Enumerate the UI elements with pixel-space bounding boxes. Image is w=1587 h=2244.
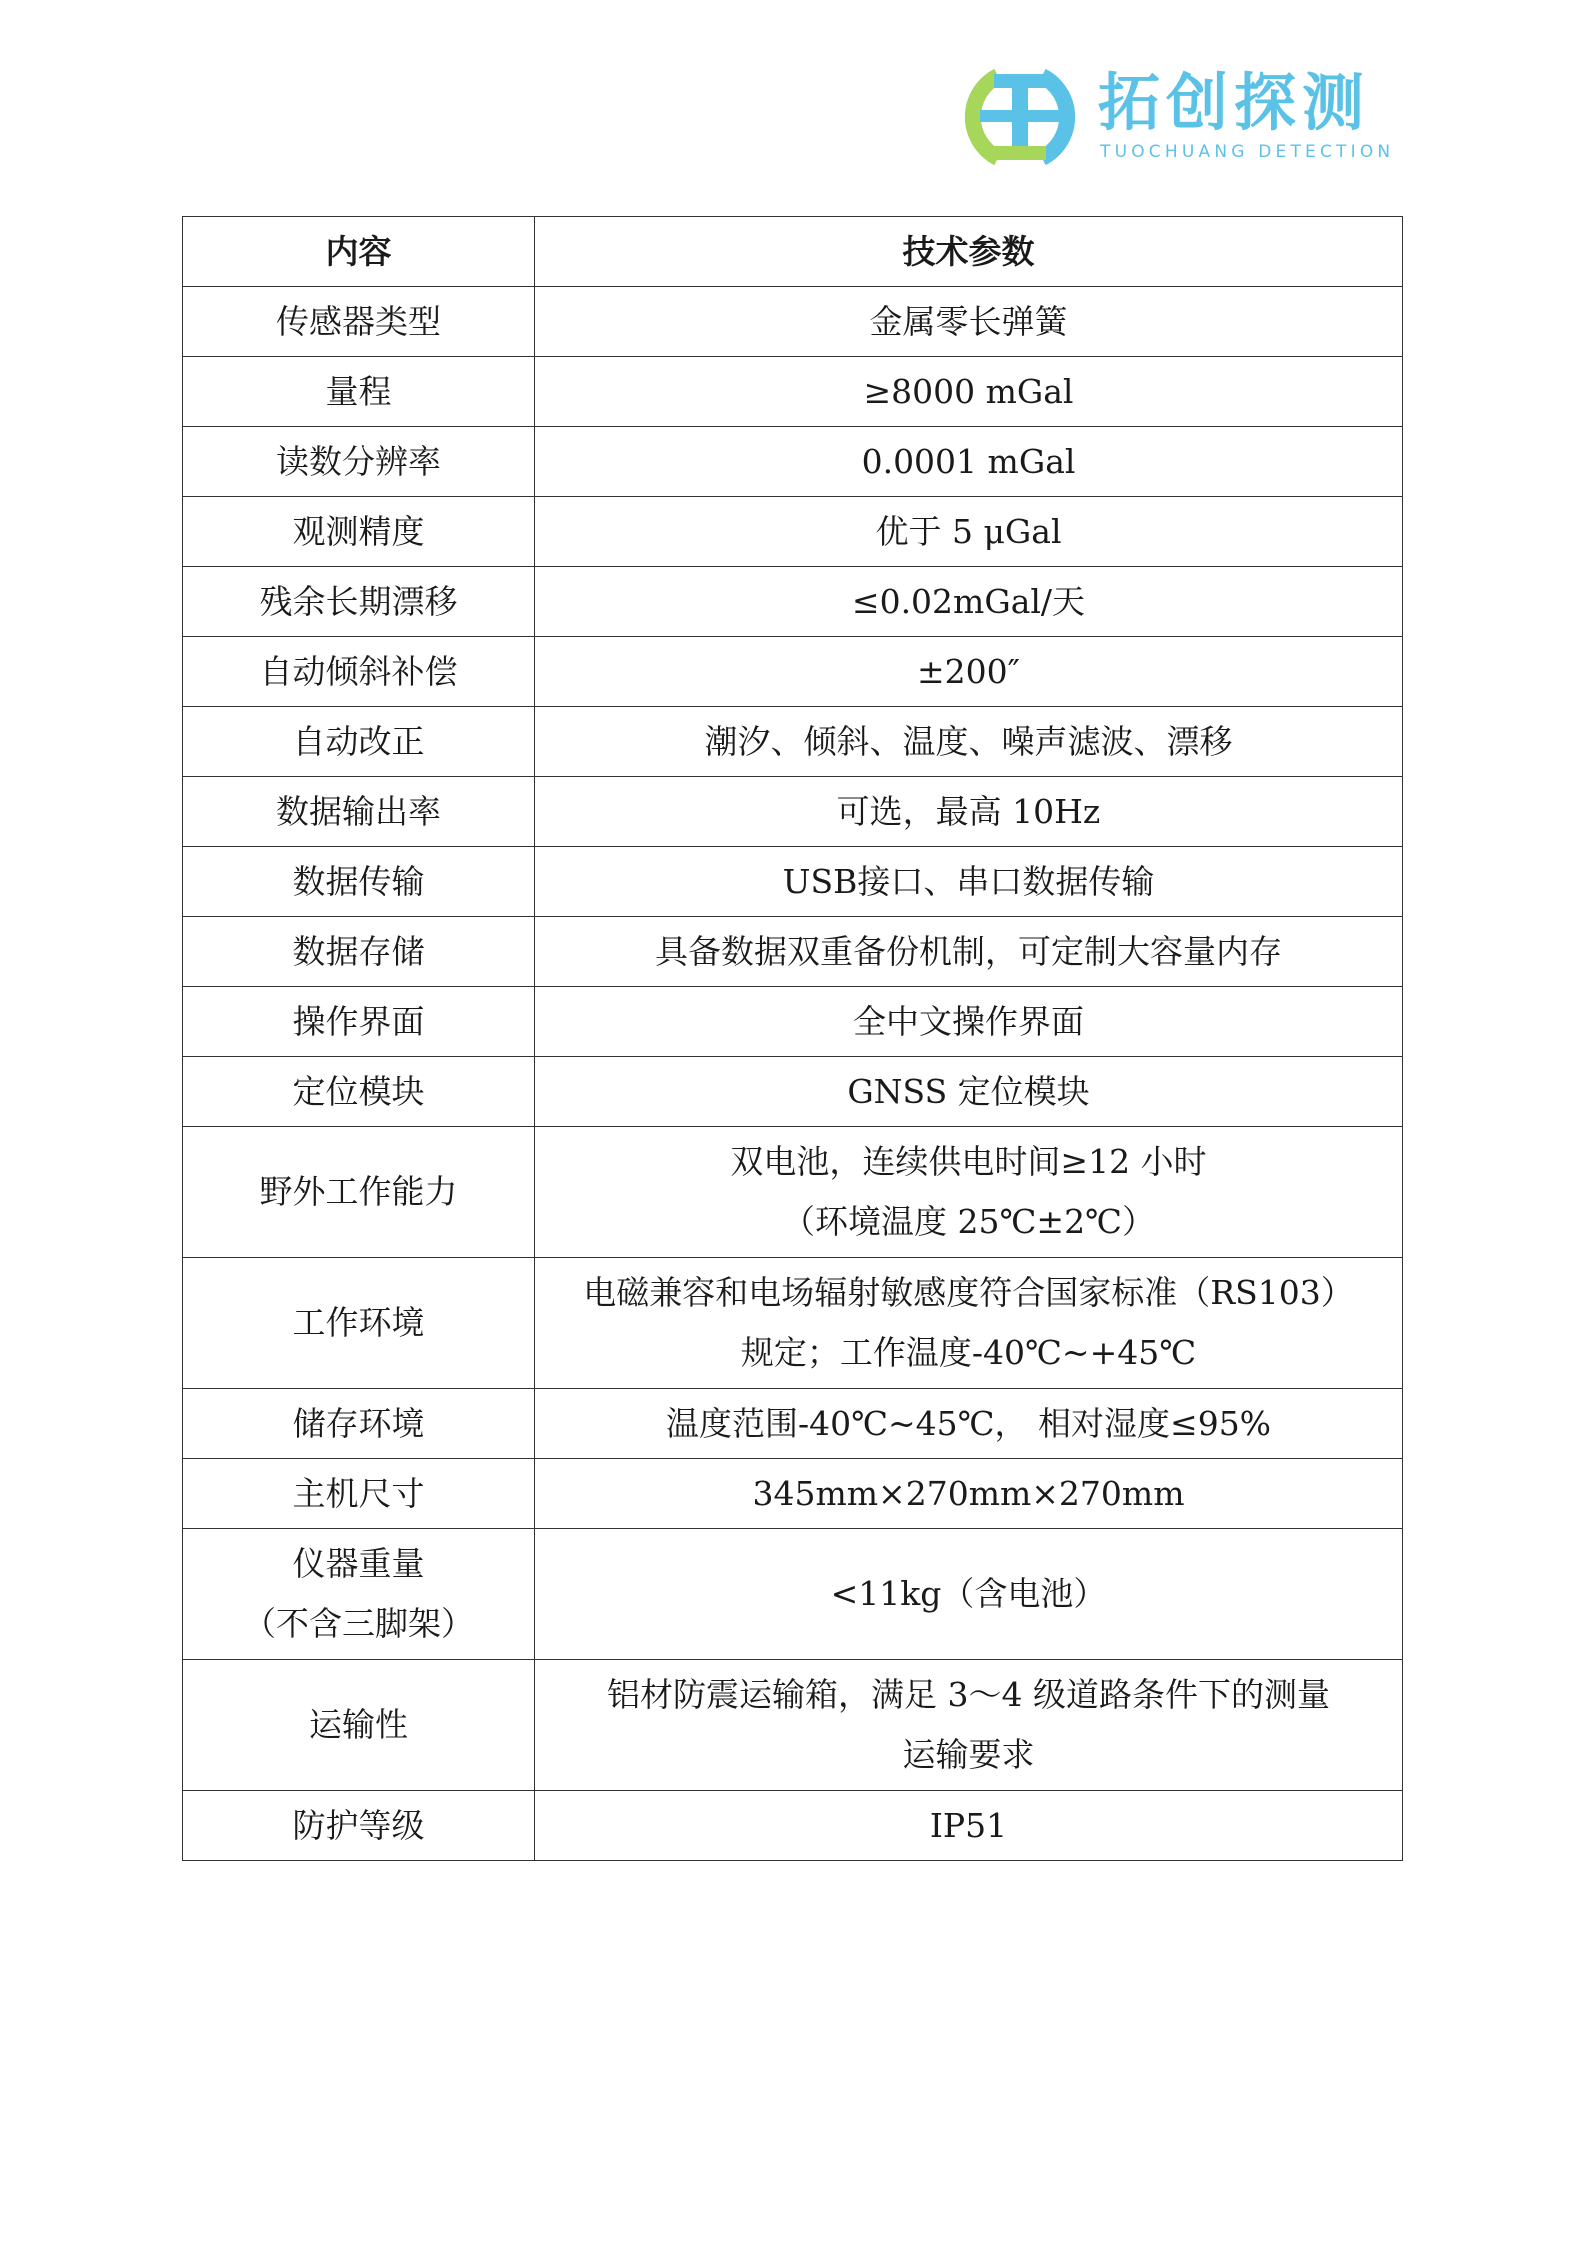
company-logo	[950, 60, 1410, 170]
row-item: 数据存储	[183, 917, 535, 987]
row-item-line1: 仪器重量	[292, 1544, 425, 1583]
table-header-row	[183, 217, 1403, 287]
row-value: ≤0.02mGal/天	[535, 567, 1403, 637]
row-item: 数据传输	[183, 847, 535, 917]
spec-table	[182, 216, 1403, 1861]
table-row	[183, 357, 1403, 427]
table-row	[183, 1529, 1403, 1660]
row-value: GNSS 定位模块	[535, 1057, 1403, 1127]
table-row	[183, 847, 1403, 917]
row-value: 具备数据双重备份机制，可定制大容量内存	[535, 917, 1403, 987]
table-row	[183, 1258, 1403, 1389]
table-row	[183, 707, 1403, 777]
row-item: 运输性	[183, 1660, 535, 1791]
table-row	[183, 777, 1403, 847]
row-value: 0.0001 mGal	[535, 427, 1403, 497]
row-value	[535, 1127, 1403, 1258]
row-value: 金属零长弹簧	[535, 287, 1403, 357]
row-value: 优于 5 μGal	[535, 497, 1403, 567]
row-item: 传感器类型	[183, 287, 535, 357]
table-row	[183, 1057, 1403, 1127]
table-row	[183, 1791, 1403, 1861]
row-item: 工作环境	[183, 1258, 535, 1389]
row-item: 定位模块	[183, 1057, 535, 1127]
table-row	[183, 567, 1403, 637]
row-item: 残余长期漂移	[183, 567, 535, 637]
row-value-line1: 电磁兼容和电场辐射敏感度符合国家标准（RS103）	[583, 1273, 1354, 1312]
row-value-line2: 规定；工作温度-40℃~+45℃	[740, 1333, 1197, 1372]
row-value: ≥8000 mGal	[535, 357, 1403, 427]
row-item: 量程	[183, 357, 535, 427]
row-item: 数据输出率	[183, 777, 535, 847]
row-value: 全中文操作界面	[535, 987, 1403, 1057]
row-value-line1: 铝材防震运输箱，满足 3～4 级道路条件下的测量	[607, 1675, 1330, 1714]
row-item-line2: （不含三脚架）	[243, 1604, 474, 1643]
header-params: 技术参数	[535, 217, 1403, 287]
row-value	[535, 1258, 1403, 1389]
row-value: IP51	[535, 1791, 1403, 1861]
tuochuang-logo-icon	[950, 62, 1090, 172]
row-value: <11kg（含电池）	[535, 1529, 1403, 1660]
row-value-line2: （环境温度 25℃±2℃）	[782, 1202, 1155, 1241]
row-value: 温度范围-40℃~45℃， 相对湿度≤95%	[535, 1389, 1403, 1459]
table-row	[183, 1660, 1403, 1791]
row-item: 野外工作能力	[183, 1127, 535, 1258]
row-item: 操作界面	[183, 987, 535, 1057]
row-item: 防护等级	[183, 1791, 535, 1861]
row-item: 自动改正	[183, 707, 535, 777]
table-row	[183, 427, 1403, 497]
table-row	[183, 287, 1403, 357]
header-content: 内容	[183, 217, 535, 287]
row-value	[535, 1660, 1403, 1791]
table-row	[183, 1389, 1403, 1459]
row-item: 自动倾斜补偿	[183, 637, 535, 707]
table-row	[183, 637, 1403, 707]
row-value: 可选，最高 10Hz	[535, 777, 1403, 847]
brand-name-en: TUOCHUANG DETECTION	[1100, 142, 1395, 162]
row-value: USB接口、串口数据传输	[535, 847, 1403, 917]
brand-name-cn: 拓创探测	[1098, 66, 1371, 139]
row-item	[183, 1529, 535, 1660]
table-row	[183, 497, 1403, 567]
row-value-line2: 运输要求	[902, 1735, 1035, 1774]
table-row	[183, 1459, 1403, 1529]
table-row	[183, 1127, 1403, 1258]
table-row	[183, 987, 1403, 1057]
row-item: 读数分辨率	[183, 427, 535, 497]
row-item: 主机尺寸	[183, 1459, 535, 1529]
row-item: 储存环境	[183, 1389, 535, 1459]
row-value: 345mm×270mm×270mm	[535, 1459, 1403, 1529]
table-row	[183, 917, 1403, 987]
row-value-line1: 双电池，连续供电时间≥12 小时	[730, 1142, 1207, 1181]
row-value: 潮汐、倾斜、温度、噪声滤波、漂移	[535, 707, 1403, 777]
row-item: 观测精度	[183, 497, 535, 567]
row-value: ±200″	[535, 637, 1403, 707]
